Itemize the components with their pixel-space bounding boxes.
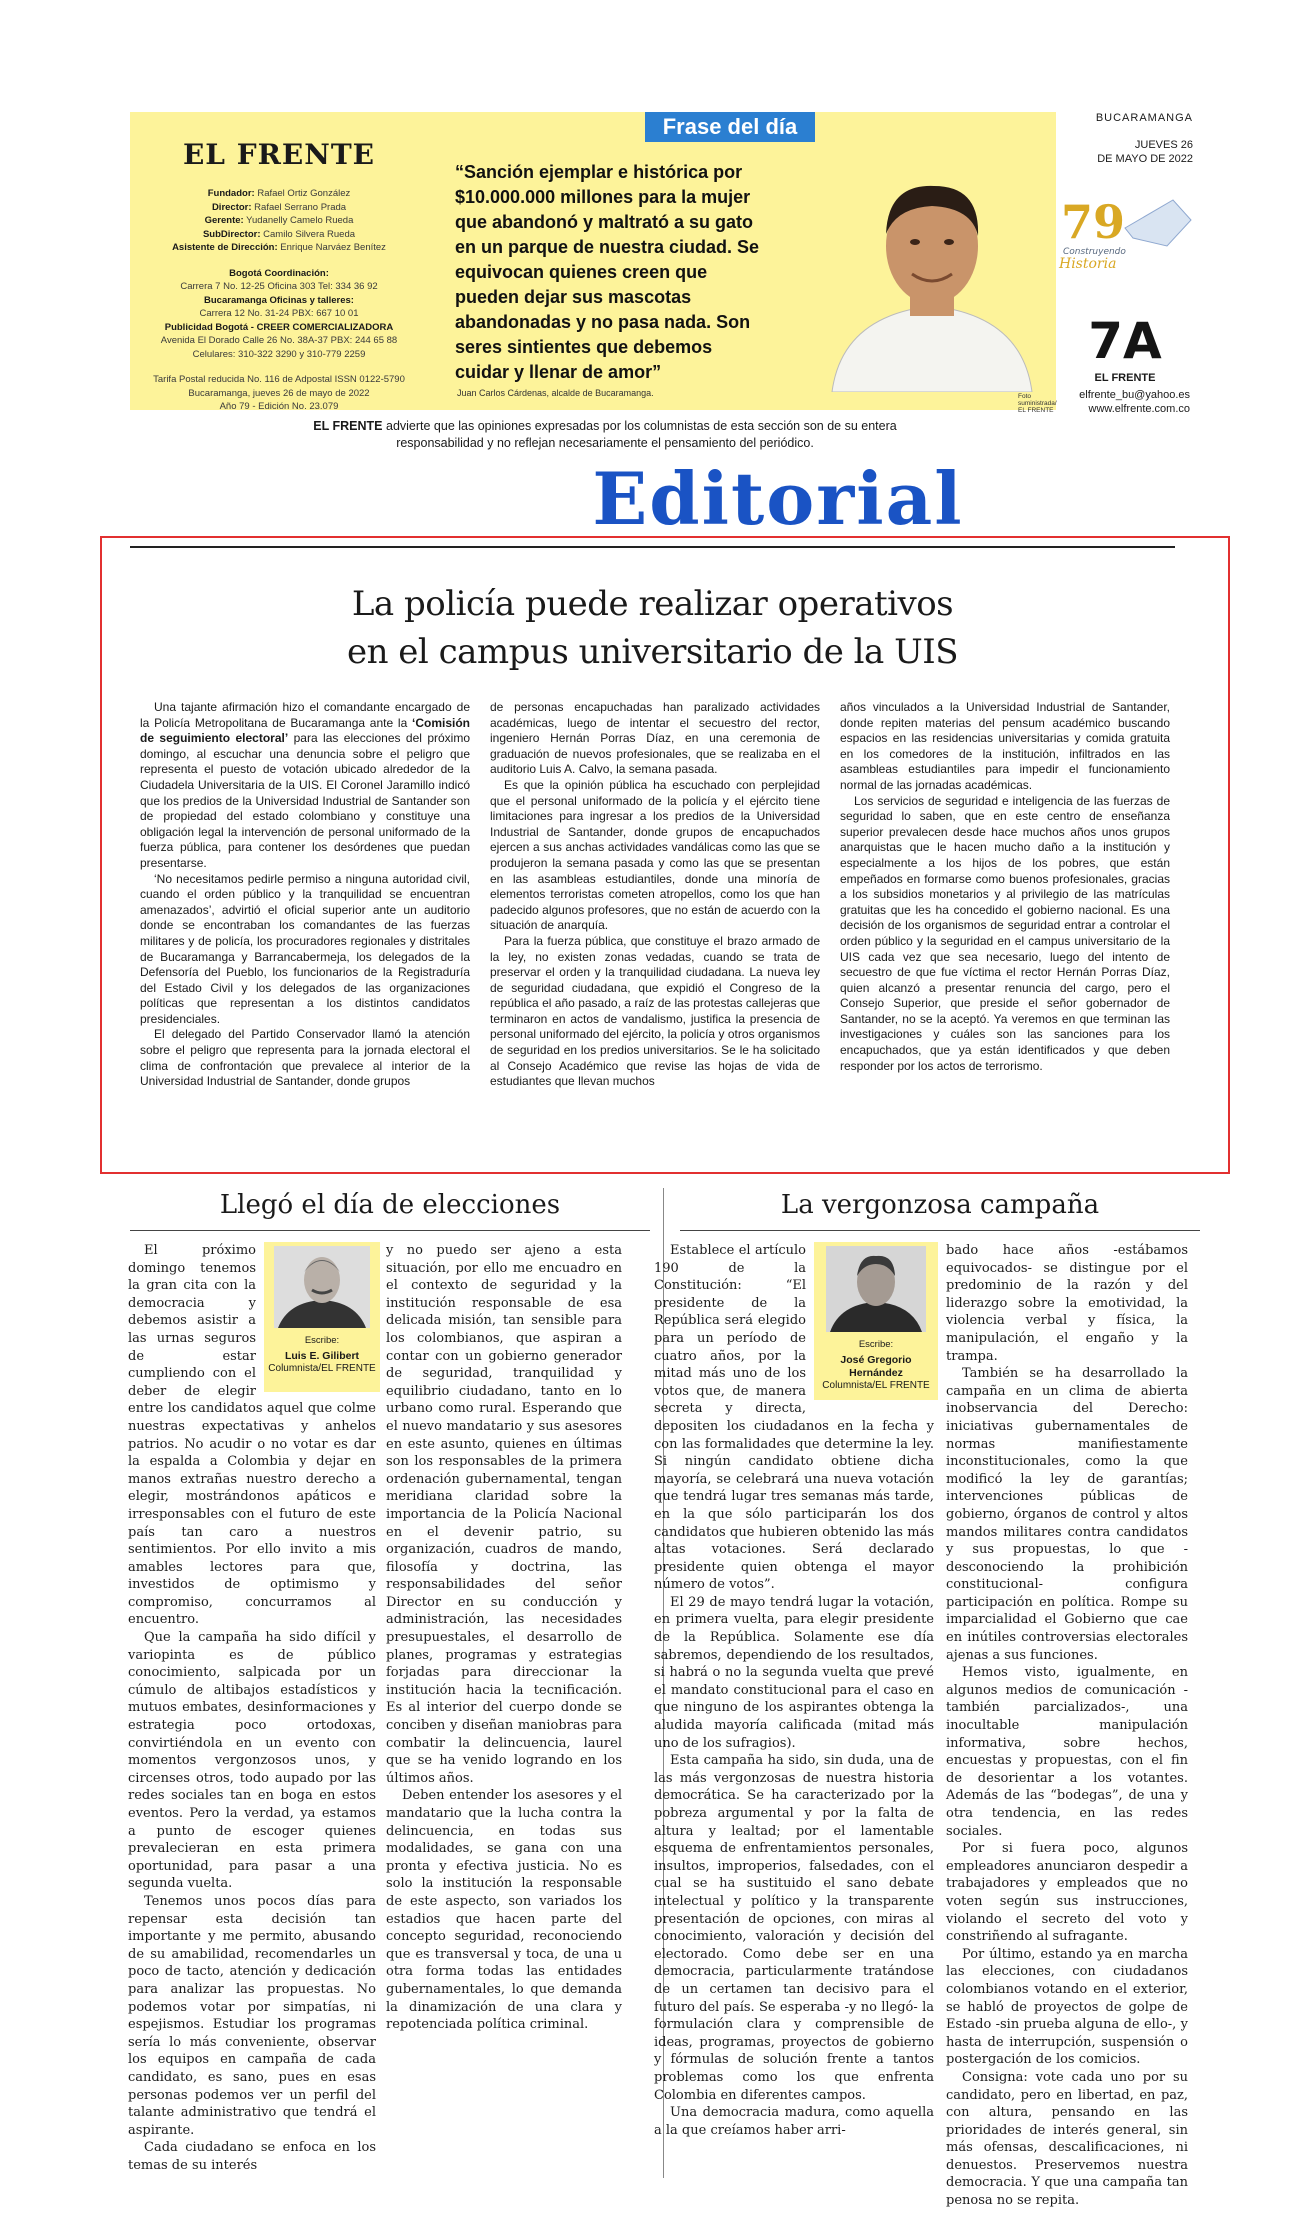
editorial-column (140, 700, 470, 1090)
paragraph: El 29 de mayo tendrá lugar la votación, en primera vuelta, para elegir presidente de la República. Solamente ese día sabremos, dependiendo de los resultados, si habrá o no la segunda vuelta que prevé el mandato constitucional para el caso en que ninguno de los aspirantes obtenga la aludida mayoría calificada (mitad más uno de los sufragios). (654, 1594, 934, 1751)
paragraph: El delegado del Partido Conservador llamó la atención sobre el peligro que representa para la jornada electoral el clima de confrontación que prevalece al interior de la Universidad Industrial de Santander, donde grupos (140, 1027, 470, 1089)
paragraph: También se ha desarrollado la campaña en un clima de abierta inobservancia del Derecho: iniciativas gubernamentales de normas manifiestamente inconstitucionales, como la que modificó la ley de garantías; intervenciones públicas de gobierno, órganos de control y altos mandos militares contra candidatos y sus propuestas, lo que -desconociendo la prohibición constitucional- configura participación en política. Rompe su imparcialidad el Gobierno que cae en inútiles controversias electorales ajenas a sus funciones. (946, 1366, 1188, 1663)
paragraph: Establece el artículo 190 de la Constitución: “El presidente de la República será elegido para un período de cuatro años, por la mitad más uno de los votos que, de manera secreta y directa, depositen los ciudadanos en la fecha y con las formalidades que determine la ley. Si ningún candidato obtiene dicha mayoría, se celebrará una nueva votación que tendrá lugar tres semanas más tarde, en la que sólo participarán los dos candidatos que hubieren obtenido las más altas votaciones. Será declarado presidente quien obtenga el mayor número de votos”. (654, 1243, 934, 1593)
paragraph: bado hace años -estábamos equivocados- se distingue por el predominio de la razón y del liderazgo sobre la emotividad, la violencia verbal y física, la manipulación, el engaño y la trampa. (946, 1243, 1188, 1364)
column-text (946, 1242, 1188, 2210)
opinion-disclaimer: EL FRENTE advierte que las opiniones expresadas por los columnistas de esta sección son de su entera responsabilidad y no reflejan necesariamente el pensamiento del periódico. (313, 419, 897, 450)
paragraph: Cada ciudadano se enfoca en los temas de su interés (128, 2140, 376, 2173)
frase-del-dia-badge: Frase del día (645, 112, 815, 142)
staff-line: SubDirector: Camilo Silvera Rueda (202, 228, 356, 240)
paragraph: Para la fuerza pública, que constituye el brazo armado de la ley, no existen zonas vedadas, cuando se trata de preservar el orden y la tranquilidad ciudadana. La nueva ley de seguridad ciudadana, que expidió el Congreso de la república el año pasado, a raíz de las protestas callejeras que terminaron en actos de vandalismo, justifica la presencia de personal uniformado del ejército, la policía y otros organismos de seguridad en los predios universitarios. Se le ha solicitado al Consejo Académico que revise las hojas de vida de estudiantes que llevan muchos (490, 933, 820, 1089)
page-paper-name: EL FRENTE (1094, 372, 1156, 384)
columnist-name: Luis E. Gilibert (284, 1349, 360, 1362)
paragraph: Es que la opinión pública ha escuchado con perplejidad que el personal uniformado de la policía y el ejército tiene limitaciones para ingresar a los predios de la Universidad Industrial de Santander, donde grupos de encapuchados ejercen a sus anchas actividades vandálicas como las que se produjeron la semana pasada y como las que se presentan en las asambleas estudiantiles, donde una minoría de elementos terroristas cometen atropellos, como los que han padecido algunos profesores, que no están de acuerdo con la situación de anarquía. (490, 777, 820, 933)
column-text (654, 1242, 934, 2139)
svg-text:7A: 7A (1088, 312, 1162, 364)
columnist-role: Columnista/EL FRENTE (822, 1379, 930, 1391)
editorial-headline: La policía puede realizar operativos en el campus universitario de la UIS (346, 584, 959, 672)
office-heading: Publicidad Bogotá - CREER COMERCIALIZADORA (164, 321, 394, 333)
staff-line: Asistente de Dirección: Enrique Narváez Benítez (172, 242, 386, 253)
office-text: Avenida El Dorado Calle 26 No. 38A-37 PBX: 244 65 88 (160, 335, 398, 346)
column-text (128, 1242, 376, 2174)
columnist-byline (264, 1242, 380, 1392)
columnist-role: Columnista/EL FRENTE (268, 1362, 376, 1374)
office-text: Celulares: 310-322 3290 y 310-779 2259 (192, 348, 366, 360)
svg-text:79: 79 (1061, 195, 1126, 249)
anniversary-79-logo (1055, 190, 1195, 270)
office-text: Carrera 7 No. 12-25 Oficina 303 Tel: 334 36 92 (180, 281, 378, 292)
email-link[interactable]: elfrente_bu@yahoo.es (1079, 389, 1190, 401)
edition-city: BUCARAMANGA (1095, 112, 1193, 124)
columnist-name: José Gregorio Hernández (840, 1353, 912, 1379)
svg-text:Editorial: Editorial (592, 456, 964, 538)
editorial-column (840, 700, 1170, 1074)
paragraph: Por si fuera poco, algunos empleadores anunciaron despedir a trabajadores y empleados que no voten según sus instrucciones, violando el secreto del voto y constriñendo al sufragante. (946, 1841, 1188, 1945)
divider (130, 546, 1175, 548)
website-link[interactable]: www.elfrente.com.co (1088, 403, 1190, 415)
paragraph: Una democracia madura, como aquella a la que creíamos haber arri- (654, 2105, 934, 2138)
editorial-body (140, 700, 1190, 1160)
masthead-info (148, 126, 410, 414)
paragraph: ‘No necesitamos pedirle permiso a ninguna autoridad civil, cuando el orden público y la tranquilidad se encuentran amenazados’, advirtió el oficial superior ante un auditorio donde se encontraban los comandantes de las fuerzas militares y de policía, los procuradores regionales y distritales de Bucaramanga y Barrancabermeja, los delegados de la Defensoría del Pueblo, los funcionarios de la Registraduría del Estado Civil y los delegados de las organizaciones políticas que representan a los distintos candidatos presidenciales. (140, 871, 470, 1026)
page-number (1055, 312, 1195, 364)
paragraph: Hemos visto, igualmente, en algunos medios de comunicación -también parcializados-, una inocultable manipulación informativa, sobre hechos, encuestas y propuestas, con el fin de desorientar a los votantes. Además de las “bodegas”, de una y otra tendencia, en las redes sociales. (946, 1665, 1188, 1839)
staff-line: Gerente: Yudanelly Camelo Rueda (204, 215, 354, 226)
postal-line: Tarifa Postal reducida No. 116 de Adpostal ISSN 0122-5790 (153, 374, 405, 385)
divider (130, 1230, 650, 1231)
paragraph: El próximo domingo tenemos la gran cita con la democracia y debemos asistir a las urnas seguros de estar cumpliendo con el deber de elegir entre los candidatos aquel que colme nuestras expectativas y anhelos patrios. No acudir o no votar es dar la espalda a Colombia y dejar en manos extrañas nuestro derecho a elegir, mostrándonos apáticos e irresponsables con el futuro de este país tan caro a nuestros sentimientos. Por ello invito a mis amables lectores para que, investidos de optimismo y compromiso, concurramos al encuentro. (128, 1243, 376, 1628)
columnist-byline (814, 1242, 938, 1400)
paragraph: Deben entender los asesores y el mandatario que la lucha contra la delincuencia, en todas sus modalidades, se gana con una pronta y efectiva justicia. No es solo la institución la responsable de este aspecto, son variados los estadios que hacen parte del concepto seguridad, reconociendo que es transversal y toca, de una u otra forma todas las entidades gubernamentales, lo que demanda la dinamización de una clara y repotenciada política criminal. (386, 1788, 622, 2033)
paragraph: Los servicios de seguridad e inteligencia de las fuerzas de seguridad lo saben, que en este centro de enseñanza superior prevalecen desde hace muchos años unos grupos anarquistas que le hacen mucho daño a la institución y especialmente a los hijos de los pobres, que están empeñados en formarse como buenos profesionales, gracias a los subsidios monetarios y al privilegio de las matrículas gratuitas que les ha concedido el gobierno nacional. Es una decisión de los organismos de seguridad entrar a controlar el orden público y la seguridad en el campus universitario de la UIS cada vez que sea necesario, luego del intento de secuestro de que fue víctima el rector Hernán Porras Díaz, quien alcanzó a presentar renuncia del cargo, pero el Consejo Superior, que preside el señor gobernador de Santander, no se la aceptó. Ya veremos en que terminan las investigaciones y cuáles son las sanciones para los encapuchados, que ya están identificados y que deben responder por los actos de terrorismo. (840, 793, 1170, 1073)
editorial-column (490, 700, 820, 1090)
masthead-box (130, 112, 1057, 414)
edition-date: JUEVES 26 DE MAYO DE 2022 (1097, 139, 1193, 165)
quote-author: Juan Carlos Cárdenas, alcalde de Bucaramanga. (457, 388, 654, 398)
svg-text:Historia: Historia (1059, 256, 1117, 270)
divider (680, 1230, 1200, 1231)
paragraph: Que la campaña ha sido difícil y variopinta es de público conocimiento, salpicada por un cúmulo de altibajos estadísticos y mutuos embates, desinformaciones y estrategia poco ortodoxas, convirtiéndola en un evento con momentos vergonzosos unos, y circenses otros, todo aupado por las redes sociales tan en boga en estos eventos. Pero la verdad, ya estamos a punto de escoger quienes prevalecieran en esta primera oportunidad, para pasar a una segunda vuelta. (128, 1630, 376, 1892)
paragraph: Consigna: vote cada uno por su candidato, pero en libertad, en paz, con altura, pensando en las prioridades de interés general, sin más ofensas, descalificaciones, ni denuestos. Preservemos nuestra democracia. Y que una campaña tan penosa no se repita. (946, 2069, 1188, 2209)
quote-text: “Sanción ejemplar e histórica por $10.000.000 millones para la mujer que abandonó y maltrató a su gato en un parque de nuestra ciudad. Se equivocan quienes creen que pueden dejar sus mascotas abandonadas y no pasa nada. Son seres sintientes que debemos cuidar y llenar de amor” (455, 162, 760, 382)
office-heading: Bucaramanga Oficinas y talleres: (204, 294, 354, 306)
svg-text:Construyendo: Construyendo (1063, 247, 1126, 257)
quote-panel (435, 112, 1057, 414)
office-text: Carrera 12 No. 31-24 PBX: 667 10 01 (199, 308, 359, 319)
columnist-photo (274, 1246, 370, 1328)
staff-line: Director: Rafael Serrano Prada (211, 201, 347, 213)
photo-credit: Foto suministrada/ EL FRENTE (1018, 393, 1057, 414)
byline-label: Escribe: (304, 1335, 340, 1346)
paragraph: Tenemos unos pocos días para repensar esta decisión tan importante y me permito, abusando de su amabilidad, recomendarles un poco de tacto, atención y dedicación para analizar las propuestas. No podemos votar por simpatías, ni espejismos. Estudiar los programas sería lo más conveniente, observar los equipos en campaña de cada candidato, es sano, pues en esas personas podemos ver un perfil del talante administrativo que tendrá el aspirante. (128, 1893, 376, 2138)
paragraph: años vinculados a la Universidad Industrial de Santander, donde repiten materias del pensum académico buscando espacios en las residencias universitarias y comida gratuita en los comedores de la institución, infiltrados en las asambleas estudiantiles para impedir el funcionamiento normal de las jornadas académicas. (840, 700, 1170, 792)
column-title: La vergonzosa campaña (780, 1190, 1100, 1220)
paper-name: EL FRENTE (182, 138, 376, 171)
columnist-photo (826, 1246, 926, 1332)
paragraph: de personas encapuchadas han paralizado actividades académicas, luego de intentar el secuestro del rector, ingeniero Hernán Porras Díaz, en una ceremonia de graduación de nuevos profesionales, que se realizaba en el auditorio Luis A. Calvo, la semana pasada. (490, 700, 820, 777)
paragraph: Por último, estando ya en marcha las elecciones, con ciudadanos colombianos votando en el exterior, se habló de proyectos de golpe de Estado -sin prueba alguna de ello-, y hasta de interrupción, suspensión o postergación de los comicios. (946, 1946, 1188, 2068)
section-title (528, 454, 1028, 538)
paragraph: y no puedo ser ajeno a esta situación, por ello me encuadro en el contexto de seguridad y la institución responsable de esa delicada misión, tan sensible para los colombianos, que aspiran a contar con un gobierno generador de seguridad, tranquilidad y equilibrio ciudadano, tanto en lo urbano como rural. Esperando que el nuevo mandatario y sus asesores en este asunto, quienes en últimas son los responsables de la primera ordenación gubernamental, tengan meridiana claridad sobre la importancia de la Policía Nacional en el devenir patrio, su organización, cuadros de mando, filosofía y doctrina, las responsabilidades del señor Director en su conducción y administración, las necesidades presupuestales, el desarrollo de planes, programas y estrategias forjadas para direccionar la institución hacia la tecnificación. Es al interior del cuerpo donde se conciben y diseñan maniobras para combatir la delincuencia, laurel que se ha venido logrando en los últimos años. (386, 1243, 622, 1786)
column-text (386, 1242, 622, 2034)
office-heading: Bogotá Coordinación: (229, 267, 329, 279)
contact-info (1050, 388, 1190, 416)
paragraph: Esta campaña ha sido, sin duda, una de las más vergonzosas de nuestra historia democrática. Se ha caracterizado por la pobreza argumental y por la falta de altura y lealtad; por el lamentable esquema de enfrentamientos personales, insultos, improperios, falsedades, con el cual se ha sustituido el sano debate intelectual y político y la transparente presentación de opciones, con miras al conocimiento, valoración y decisión del electorado. Como debe ser en una democracia, particularmente tratándose de un certamen tan decisivo para el futuro del país. Se esperaba -y no llegó- la formulación clara y comprensible de ideas, programas, proyectos de gobierno y fórmulas de solución frente a tantos problemas como los que enfrenta Colombia en diferentes campos. (654, 1753, 934, 2103)
postal-line: Año 79 - Edición No. 23.079 (219, 401, 339, 412)
mayor-photo (812, 156, 1052, 392)
column-title: Llegó el día de elecciones (219, 1190, 561, 1220)
paragraph: Una tajante afirmación hizo el comandante encargado de la Policía Metropolitana de Bucaramanga ante la ‘Comisión de seguimiento electoral’ para las elecciones del próximo domingo, al escuchar una denuncia sobre el peligro que representa el puesto de votación ubicado alrededor de la Ciudadela Universitaria de la UIS. El Coronel Jaramillo indicó que los predios de la Universidad Industrial de Santander son de propiedad del estado colombiano y constituye una obligación legal la intervención de personal uniformado de la fuerza pública, para contener los desórdenes que puedan presentarse. (140, 700, 471, 870)
postal-line: Bucaramanga, jueves 26 de mayo de 2022 (188, 387, 370, 399)
byline-label: Escribe: (858, 1339, 894, 1350)
staff-line: Fundador: Rafael Ortiz González (207, 188, 351, 199)
